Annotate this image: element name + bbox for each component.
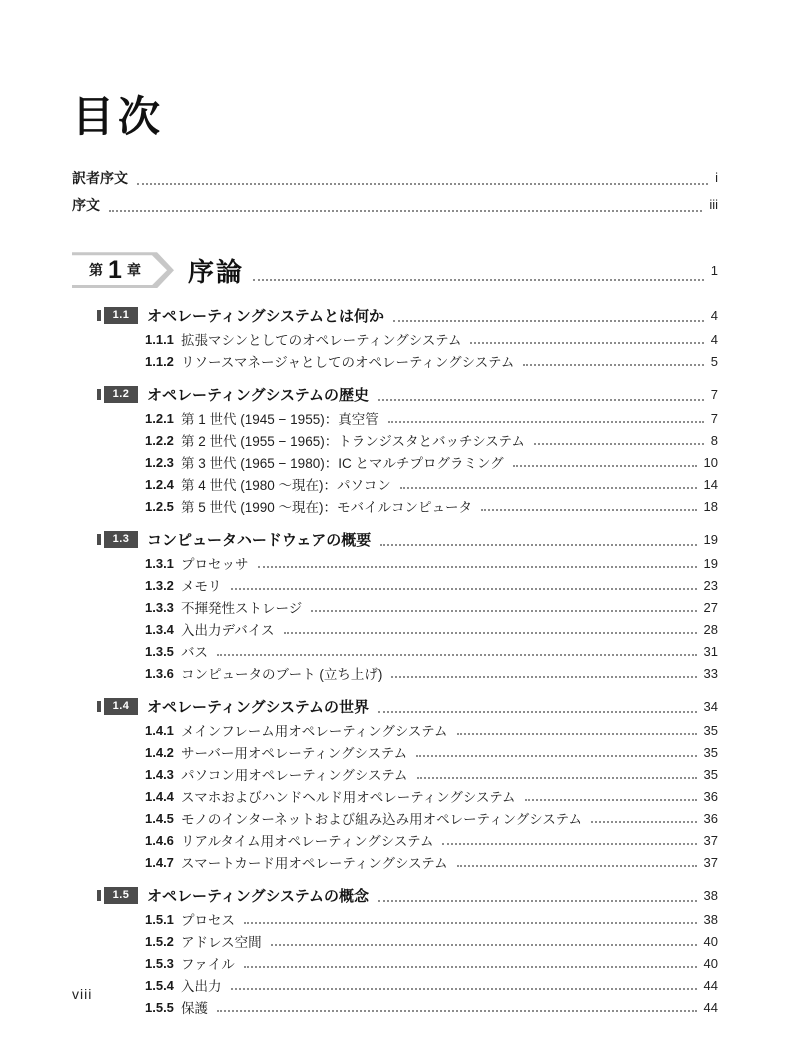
entry-label: 序文 xyxy=(72,196,100,213)
subsection-page-number: 44 xyxy=(703,977,718,993)
subsection-row xyxy=(145,350,718,372)
subsection-row xyxy=(145,807,718,829)
subsection-title: 第 5 世代 (1990 〜現在)：モバイルコンピュータ xyxy=(181,500,473,516)
subsection-page-number: 31 xyxy=(703,643,718,659)
section-header-row xyxy=(97,302,718,328)
dotted-leader xyxy=(284,632,697,634)
subsection-page-number: 33 xyxy=(703,665,718,681)
dotted-leader xyxy=(244,966,697,968)
section-number-badge xyxy=(97,531,138,548)
dotted-leader xyxy=(391,676,696,678)
subsection-page-number: 36 xyxy=(703,810,718,826)
subsection-number: 1.2.1 xyxy=(145,410,174,426)
section-number-badge xyxy=(97,698,138,715)
subsection-title: リアルタイム用オペレーティングシステム xyxy=(181,834,434,850)
section-number-badge xyxy=(97,887,138,904)
subsection-title: サーバー用オペレーティングシステム xyxy=(181,746,408,762)
section-page-number: 34 xyxy=(703,698,718,714)
dotted-leader xyxy=(470,342,703,344)
badge-accent-bar xyxy=(97,701,101,712)
section-header-row xyxy=(97,526,718,552)
subsection-page-number: 35 xyxy=(703,766,718,782)
dotted-leader xyxy=(258,566,697,568)
subsection-number: 1.4.7 xyxy=(145,854,174,870)
subsection-page-number: 10 xyxy=(703,454,718,470)
dotted-leader xyxy=(380,544,696,546)
section-number: 1.1 xyxy=(104,307,138,324)
chapter-badge-text xyxy=(72,252,158,288)
subsection-page-number: 18 xyxy=(703,498,718,514)
subsection-row xyxy=(145,596,718,618)
section-number-badge xyxy=(97,386,138,403)
subsection-page-number: 35 xyxy=(703,744,718,760)
subsection-page-number: 8 xyxy=(710,432,718,448)
subsection-number: 1.3.1 xyxy=(145,555,174,571)
subsection-number: 1.5.2 xyxy=(145,933,174,949)
subsection-number: 1.5.1 xyxy=(145,911,174,927)
section-header-row xyxy=(97,882,718,908)
subsection-page-number: 4 xyxy=(710,331,718,347)
subsection-row xyxy=(145,407,718,429)
subsection-row xyxy=(145,908,718,930)
badge-accent-bar xyxy=(97,389,101,400)
subsection-title: スマホおよびハンドヘルド用オペレーティングシステム xyxy=(181,790,516,806)
subsection-page-number: 37 xyxy=(703,854,718,870)
chapter-heading-row xyxy=(72,250,718,290)
subsection-title: 第 1 世代 (1945 − 1955)：真空管 xyxy=(181,412,379,428)
subsection-number: 1.4.4 xyxy=(145,788,174,804)
dotted-leader xyxy=(311,610,696,612)
subsection-title: アドレス空間 xyxy=(181,935,262,951)
dotted-leader xyxy=(378,900,697,902)
subsection-page-number: 37 xyxy=(703,832,718,848)
subsection-page-number: 36 xyxy=(703,788,718,804)
dotted-leader xyxy=(388,421,704,423)
subsection-row xyxy=(145,429,718,451)
subsection-list xyxy=(97,552,718,684)
front-matter-list xyxy=(72,164,718,218)
section-title: オペレーティングシステムの概念 xyxy=(147,887,370,905)
toc-entry-preface xyxy=(72,191,718,218)
section-page-number: 7 xyxy=(710,386,718,402)
dotted-leader xyxy=(481,509,696,511)
section-block xyxy=(97,882,718,1018)
subsection-title: バス xyxy=(181,645,208,661)
dotted-leader xyxy=(513,465,697,467)
subsection-title: リソースマネージャとしてのオペレーティングシステム xyxy=(181,355,515,371)
section-page-number: 38 xyxy=(703,887,718,903)
badge-accent-bar xyxy=(97,534,101,545)
section-page-number: 19 xyxy=(703,531,718,547)
section-block xyxy=(97,302,718,372)
subsection-row xyxy=(145,974,718,996)
subsection-row xyxy=(145,763,718,785)
subsection-number: 1.4.5 xyxy=(145,810,174,826)
chapter-page-number: 1 xyxy=(710,262,718,278)
subsection-row xyxy=(145,451,718,473)
dotted-leader xyxy=(442,843,696,845)
dotted-leader xyxy=(378,711,697,713)
subsection-title: 拡張マシンとしてのオペレーティングシステム xyxy=(181,333,462,349)
dotted-leader xyxy=(400,487,697,489)
dotted-leader xyxy=(244,922,697,924)
chapter-number: 1 xyxy=(108,255,122,284)
section-number: 1.5 xyxy=(104,887,138,904)
entry-page-number: iii xyxy=(709,197,718,213)
subsection-number: 1.4.1 xyxy=(145,722,174,738)
chapter-title: 序論 xyxy=(188,256,245,287)
folio-page-number: viii xyxy=(72,986,93,1002)
subsection-page-number: 23 xyxy=(703,577,718,593)
chapter-suffix: 章 xyxy=(126,262,141,279)
subsection-number: 1.5.5 xyxy=(145,999,174,1015)
subsection-title: メインフレーム用オペレーティングシステム xyxy=(181,724,448,740)
subsection-number: 1.2.3 xyxy=(145,454,174,470)
dotted-leader xyxy=(457,733,697,735)
section-header-row xyxy=(97,381,718,407)
subsection-title: スマートカード用オペレーティングシステム xyxy=(181,856,448,872)
dotted-leader xyxy=(253,279,704,281)
dotted-leader xyxy=(217,1010,697,1012)
subsection-list xyxy=(97,407,718,517)
subsection-number: 1.1.1 xyxy=(145,331,174,347)
subsection-page-number: 40 xyxy=(703,955,718,971)
subsection-title: プロセッサ xyxy=(181,557,249,573)
subsection-row xyxy=(145,495,718,517)
section-title: オペレーティングシステムとは何か xyxy=(147,307,385,325)
subsection-title: 保護 xyxy=(181,1001,208,1017)
dotted-leader xyxy=(457,865,697,867)
subsection-page-number: 35 xyxy=(703,722,718,738)
subsection-title: 入出力 xyxy=(181,979,222,995)
dotted-leader xyxy=(534,443,704,445)
section-block xyxy=(97,526,718,684)
subsection-page-number: 44 xyxy=(703,999,718,1015)
subsection-title: ファイル xyxy=(181,957,235,973)
sections-list xyxy=(72,302,718,1018)
page-title: 目次 xyxy=(72,93,165,140)
subsection-page-number: 38 xyxy=(703,911,718,927)
subsection-page-number: 7 xyxy=(710,410,718,426)
subsection-number: 1.3.2 xyxy=(145,577,174,593)
subsection-row xyxy=(145,785,718,807)
subsection-title: メモリ xyxy=(181,579,222,595)
subsection-number: 1.2.5 xyxy=(145,498,174,514)
subsection-title: モノのインターネットおよび組み込み用オペレーティングシステム xyxy=(181,812,582,828)
subsection-row xyxy=(145,851,718,873)
subsection-number: 1.3.3 xyxy=(145,599,174,615)
subsection-number: 1.4.6 xyxy=(145,832,174,848)
subsection-row xyxy=(145,328,718,350)
dotted-leader xyxy=(525,799,697,801)
subsection-row xyxy=(145,952,718,974)
section-number-badge xyxy=(97,307,138,324)
toc-page xyxy=(72,0,718,1052)
dotted-leader xyxy=(378,399,704,401)
subsection-page-number: 5 xyxy=(710,353,718,369)
subsection-title: 第 4 世代 (1980 〜現在)：パソコン xyxy=(181,478,391,494)
dotted-leader xyxy=(417,777,697,779)
dotted-leader xyxy=(217,654,697,656)
entry-page-number: i xyxy=(715,170,718,186)
dotted-leader xyxy=(137,183,708,185)
subsection-row xyxy=(145,829,718,851)
subsection-number: 1.1.2 xyxy=(145,353,174,369)
section-number: 1.4 xyxy=(104,698,138,715)
section-header-row xyxy=(97,693,718,719)
dotted-leader xyxy=(231,588,697,590)
subsection-number: 1.5.4 xyxy=(145,977,174,993)
subsection-page-number: 28 xyxy=(703,621,718,637)
subsection-row xyxy=(145,930,718,952)
subsection-number: 1.2.4 xyxy=(145,476,174,492)
subsection-number: 1.3.5 xyxy=(145,643,174,659)
subsection-row xyxy=(145,640,718,662)
section-number: 1.3 xyxy=(104,531,138,548)
subsection-number: 1.3.4 xyxy=(145,621,174,637)
subsection-row xyxy=(145,574,718,596)
subsection-title: 不揮発性ストレージ xyxy=(181,601,303,617)
subsection-row xyxy=(145,741,718,763)
dotted-leader xyxy=(393,320,704,322)
section-page-number: 4 xyxy=(710,307,718,323)
subsection-title: パソコン用オペレーティングシステム xyxy=(181,768,408,784)
badge-accent-bar xyxy=(97,310,101,321)
subsection-page-number: 14 xyxy=(703,476,718,492)
subsection-page-number: 27 xyxy=(703,599,718,615)
subsection-row xyxy=(145,618,718,640)
subsection-number: 1.3.6 xyxy=(145,665,174,681)
subsection-row xyxy=(145,719,718,741)
dotted-leader xyxy=(523,364,703,366)
subsection-list xyxy=(97,328,718,372)
entry-label: 訳者序文 xyxy=(72,169,128,186)
section-title: オペレーティングシステムの歴史 xyxy=(147,386,370,404)
chapter-prefix: 第 xyxy=(89,262,104,279)
dotted-leader xyxy=(591,821,697,823)
subsection-number: 1.2.2 xyxy=(145,432,174,448)
section-title: オペレーティングシステムの世界 xyxy=(147,698,370,716)
subsection-page-number: 40 xyxy=(703,933,718,949)
subsection-title: プロセス xyxy=(181,913,235,929)
subsection-number: 1.4.2 xyxy=(145,744,174,760)
toc-entry-translator-preface xyxy=(72,164,718,191)
subsection-title: 第 3 世代 (1965 − 1980)：IC とマルチプログラミング xyxy=(181,456,504,472)
dotted-leader xyxy=(271,944,697,946)
subsection-list xyxy=(97,719,718,873)
subsection-title: 入出力デバイス xyxy=(181,623,275,639)
subsection-number: 1.4.3 xyxy=(145,766,174,782)
badge-accent-bar xyxy=(97,890,101,901)
section-block xyxy=(97,693,718,873)
subsection-number: 1.5.3 xyxy=(145,955,174,971)
subsection-row xyxy=(145,662,718,684)
subsection-title: コンピュータのブート (立ち上げ) xyxy=(181,667,383,683)
section-number: 1.2 xyxy=(104,386,138,403)
section-block xyxy=(97,381,718,517)
dotted-leader xyxy=(416,755,696,757)
subsection-page-number: 19 xyxy=(703,555,718,571)
section-title: コンピュータハードウェアの概要 xyxy=(147,531,372,549)
dotted-leader xyxy=(231,988,697,990)
subsection-row xyxy=(145,996,718,1018)
dotted-leader xyxy=(109,210,702,212)
chapter-badge xyxy=(72,252,174,288)
subsection-title: 第 2 世代 (1955 − 1965)：トランジスタとバッチシステム xyxy=(181,434,525,450)
subsection-list xyxy=(97,908,718,1018)
subsection-row xyxy=(145,473,718,495)
subsection-row xyxy=(145,552,718,574)
